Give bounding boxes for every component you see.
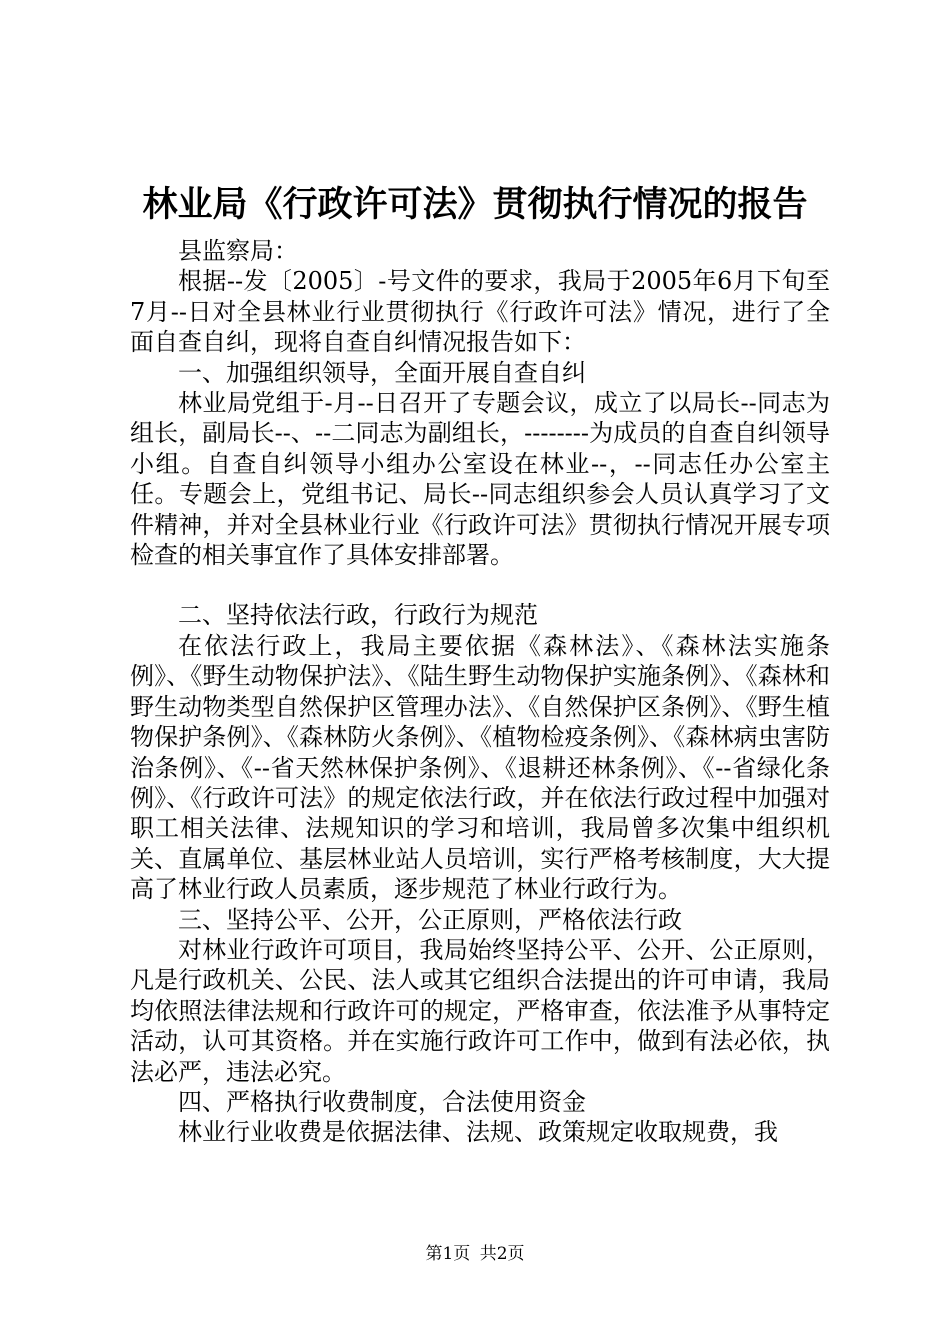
paragraph-section-2: 在依法行政上，我局主要依据《森林法》、《森林法实施条例》、《野生动物保护法》、《陆生野生动物保护实施条例》、《森林和野生动物类型自然保护区管理办法》、《自然保护区条例》、《野生植物保护条例》、《森林防火条例》、《植物检疫条例》、《森林病虫害防治条例》、《--省天然林保护条例》、《退耕还林条例》、《--省绿化条例》、《行政许可法》的规定依法行政，并在依法行政过程中加强对职工相关法律、法规知识的学习和培训，我局曾多次集中组织机关、直属单位、基层林业站人员培训，实行严格考核制度，大大提高了林业行政人员素质，逐步规范了林业行政行为。 [130, 631, 830, 904]
page-number: 第1页 [425, 1244, 471, 1264]
paragraph-section-3: 对林业行政许可项目，我局始终坚持公平、公开、公正原则，凡是行政机关、公民、法人或其它组织合法提出的许可申请，我局均依照法律法规和行政许可的规定，严格审查，依法准予从事特定活动，认可其资格。并在实施行政许可工作中，做到有法必依，执法必严，违法必究。 [130, 935, 830, 1086]
document-body [130, 236, 830, 1148]
paragraph-section-1: 林业局党组于-月--日召开了专题会议，成立了以局长--同志为组长，副局长--、--二同志为副组长，--------为成员的自查自纠领导小组。自查自纠领导小组办公室设在林业--，--同志任办公室主任。专题会上，党组书记、局长--同志组织参会人员认真学习了文件精神，并对全县林业行业《行政许可法》贯彻执行情况开展专项检查的相关事宜作了具体安排部署。 [130, 389, 830, 570]
section-heading-1: 一、加强组织领导，全面开展自查自纠 [178, 358, 586, 387]
salutation: 县监察局： [178, 237, 298, 265]
paragraph-intro: 根据--发〔2005〕-号文件的要求，我局于2005年6月下旬至7月--日对全县林业行业贯彻执行《行政许可法》情况，进行了全面自查自纠，现将自查自纠情况报告如下： [130, 267, 830, 357]
page-total: 共2页 [479, 1244, 525, 1264]
section-heading-3: 三、坚持公平、公开，公正原则，严格依法行政 [178, 905, 682, 934]
document-title: 林业局《行政许可法》贯彻执行情况的报告 [142, 184, 808, 225]
page-footer [0, 1242, 950, 1266]
section-heading-4: 四、严格执行收费制度，合法使用资金 [178, 1087, 586, 1116]
section-heading-2: 二、坚持依法行政，行政行为规范 [178, 601, 538, 630]
paragraph-section-4: 林业行业收费是依据法律、法规、政策规定收取规费，我 [178, 1118, 778, 1147]
